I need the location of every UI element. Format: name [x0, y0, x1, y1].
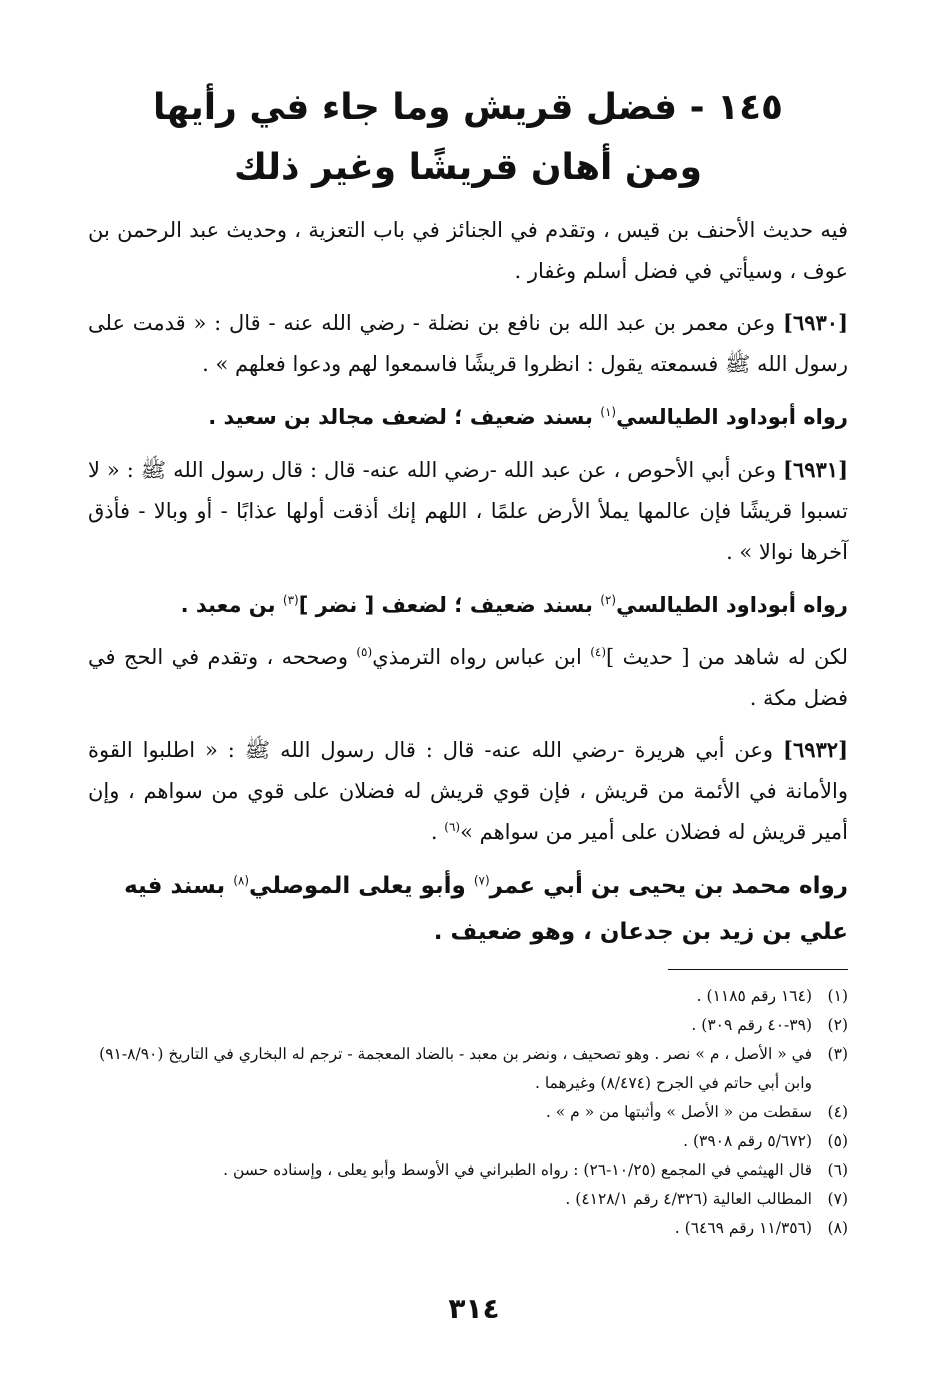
footnote-ref: (٧): [473, 873, 490, 888]
intro-paragraph: فيه حديث الأحنف بن قيس ، وتقدم في الجنائز في باب التعزية ، وحديث عبد الرحمن بن عوف ، وسيأتي في فضل أسلم وغفار .: [88, 218, 848, 283]
footnote-text: قال الهيثمي في المجمع (١٠/٢٥-٢٦) : رواه الطبراني في الأوسط وأبو يعلى ، وإسناده حسن .: [223, 1161, 812, 1179]
document-page: [88, 78, 848, 1243]
hadith-number: [٦٩٣١]: [783, 457, 848, 482]
hadith-number: [٦٩٣٢]: [783, 737, 848, 762]
footnote-number: (٤): [827, 1103, 848, 1121]
footnote-text: (١٦٤ رقم ١١٨٥) .: [696, 987, 812, 1005]
footnote-8: [88, 1214, 848, 1243]
ruling-2: [88, 583, 848, 627]
footnote-separator: [668, 969, 848, 970]
footnote-number: (٦): [827, 1161, 848, 1179]
ruling-text: بن معبد .: [180, 593, 283, 617]
footnote-text: سقطت من « الأصل » وأثبتها من « م » .: [545, 1103, 812, 1121]
hadith-text-end: .: [430, 820, 445, 844]
hadith-number: [٦٩٣٠]: [783, 310, 848, 335]
footnote-ref: (٨): [233, 873, 250, 888]
footnote-ref: (٥): [356, 645, 373, 659]
footnote-number: (٨): [827, 1219, 848, 1237]
footnote-text: (٥/٦٧٢ رقم ٣٩٠٨) .: [683, 1132, 812, 1150]
footnote-number: (٧): [827, 1190, 848, 1208]
ruling-text: بسند ضعيف ؛ لضعف مجالد بن سعيد .: [208, 405, 601, 429]
hadith-6930: [88, 302, 848, 385]
footnote-ref: (٣): [282, 593, 299, 607]
footnote-5: [88, 1127, 848, 1156]
footnote-6: [88, 1156, 848, 1185]
footnote-7: [88, 1185, 848, 1214]
witness-text: لكن له شاهد من [ حديث ]: [606, 645, 849, 669]
page-number: ٣١٤: [448, 1292, 500, 1325]
witness-text: وصححه ، وتقدم في الحج في فضل مكة .: [88, 645, 848, 710]
footnote-text: المطالب العالية (٤/٣٢٦ رقم ٤١٢٨/١) .: [565, 1190, 812, 1208]
ruling-1: [88, 395, 848, 439]
chapter-title: [88, 78, 848, 198]
hadith-text: وعن معمر بن عبد الله بن نافع بن نضلة - رضي الله عنه - قال : « قدمت على رسول الله ﷺ فسمعته يقول : انظروا قريشًا فاسمعوا لهم ودعوا فعلهم » .: [88, 311, 848, 376]
witness-text: ابن عباس رواه الترمذي: [372, 645, 591, 669]
ruling-text: بسند فيه علي بن زيد بن جدعان ، وهو ضعيف .: [124, 873, 848, 945]
footnote-4: [88, 1098, 848, 1127]
footnote-1: [88, 982, 848, 1011]
ruling-text: رواه أبوداود الطيالسي: [616, 593, 848, 617]
ruling-text: رواه أبوداود الطيالسي: [616, 405, 848, 429]
hadith-text: وعن أبي هريرة -رضي الله عنه- قال : قال رسول الله ﷺ : « اطلبوا القوة والأمانة في الأئمة من قريش ، فإن قوي قريش له فضلان على قوي من سواهم ، وإن أمير قريش له فضلان على أمير من سواهم »: [88, 738, 848, 844]
footnote-ref: (٤): [590, 645, 607, 659]
footnote-number: (٣): [827, 1045, 848, 1063]
witness-paragraph: [88, 637, 848, 719]
footnote-text: في « الأصل ، م » نصر . وهو تصحيف ، ونضر بن معبد - بالضاد المعجمة - ترجم له البخاري في التاريخ (٨/٩٠-٩١) وابن أبي حاتم في الجرح (٨/٤٧٤) وغيرهما .: [99, 1045, 812, 1092]
ruling-text: بسند ضعيف ؛ لضعف [ نضر ]: [298, 593, 601, 617]
footnote-ref: (٦): [444, 820, 461, 834]
ruling-3: [88, 863, 848, 955]
footnote-text: (١١/٣٥٦ رقم ٦٤٦٩) .: [674, 1219, 812, 1237]
footnote-2: [88, 1011, 848, 1040]
footnote-number: (١): [827, 987, 848, 1005]
ruling-text: رواه محمد بن يحيى بن أبي عمر: [489, 873, 848, 899]
footnotes: [88, 982, 848, 1243]
ruling-text: وأبو يعلى الموصلي: [249, 873, 474, 899]
hadith-text: وعن أبي الأحوص ، عن عبد الله -رضي الله عنه- قال : قال رسول الله ﷺ : « لا تسبوا قريشًا فإن عالمها يملأ الأرض علمًا ، اللهم إنك أذقت أولها عذابًا - أو وبالا - فأذق آخرها نوالا » .: [88, 458, 848, 564]
footnote-number: (٥): [827, 1132, 848, 1150]
footnote-3: [88, 1040, 848, 1098]
footnote-ref: (٢): [600, 593, 617, 607]
footnote-ref: (١): [600, 405, 617, 419]
hadith-6932: [88, 729, 848, 853]
hadith-6931: [88, 449, 848, 573]
chapter-title-line-1: ١٤٥ - فضل قريش وما جاء في رأيها: [152, 87, 784, 128]
footnote-number: (٢): [827, 1016, 848, 1034]
footnote-text: (٣٩-٤٠ رقم ٣٠٩) .: [691, 1016, 812, 1034]
chapter-title-line-2: ومن أهان قريشًا وغير ذلك: [234, 147, 702, 188]
